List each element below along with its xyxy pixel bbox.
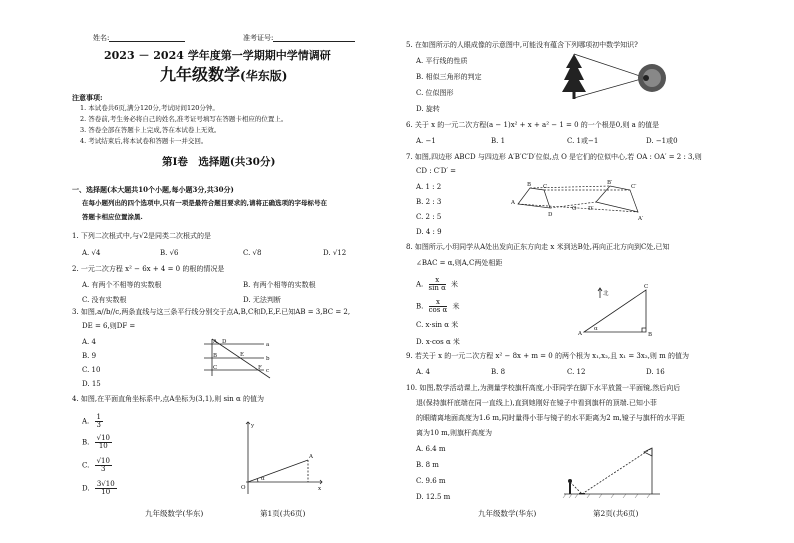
- q3-label-b-point: B: [213, 353, 218, 359]
- q3-label-line-c: c: [266, 368, 270, 374]
- q3-label-line-a: a: [266, 342, 270, 348]
- q3-stem: 3. 如图,a//b//c,两条直线与这三条平行线分别交于点A,B,C和D,E,F.已知AB = 3,BC = 2,: [72, 308, 351, 316]
- notes-heading: 注意事项:: [72, 93, 103, 102]
- q4-x-axis-label: x: [318, 486, 322, 492]
- q10-option-a: A. 6.4 m: [416, 445, 446, 453]
- q8-option-b: B. $\frac{x}{\text{cos α}}$ 米: [416, 298, 460, 314]
- q3-label-a-point: A: [213, 339, 217, 345]
- q1-option-c: C. √8: [243, 249, 262, 257]
- q9-stem: 9. 若关于 x 的一元二次方程 x² − 8x + m = 0 的两个根为 x₁,x₂,且 x₁ = 3x₂,则 m 的值为: [406, 352, 689, 360]
- q6-option-b: B. 1: [491, 137, 506, 145]
- q1-option-a: A. √4: [82, 249, 101, 257]
- footer-left-page: 第1页(共6页): [260, 509, 306, 518]
- part1-heading: 第Ⅰ卷 选择题(共30分): [162, 156, 276, 168]
- q6-option-a: A. −1: [416, 137, 436, 145]
- q3-option-d: D. 15: [82, 380, 101, 388]
- q10-stem: 10. 如图,数学活动课上,为测量学校旗杆高度,小菲同学在脚下水平放置一平面镜,然后向后: [406, 384, 681, 392]
- note-item: 2. 答卷前,考生务必将自己的姓名,准考证号填写在答题卡相应的位置上。: [80, 115, 288, 123]
- q3-label-f-point: F: [258, 365, 262, 371]
- footer-right-name: 九年级数学(华东): [478, 509, 537, 518]
- q7-label-d-prime: D′: [588, 206, 594, 212]
- q7-label-b-prime: B′: [607, 180, 613, 186]
- q5-eye-imaging-figure: [560, 50, 670, 106]
- q4-option-d: D. $\frac{3√10}{10}$: [82, 480, 115, 496]
- q7-label-c-prime: C′: [631, 184, 637, 190]
- q7-option-d: D. 4 : 9: [416, 228, 442, 236]
- footer-right-page: 第2页(共6页): [593, 509, 639, 518]
- note-item: 3. 答卷全部在答题卡上完成,答在本试卷上无效。: [80, 126, 221, 134]
- q3-label-line-b: b: [266, 356, 270, 362]
- q7-label-d: D: [548, 212, 553, 218]
- q6-option-d: D. −1或0: [646, 137, 678, 145]
- q4-alpha-label: α: [261, 476, 265, 482]
- q8-point-a-label: A: [578, 331, 582, 337]
- q7-option-b: B. 2 : 3: [416, 198, 442, 206]
- q4-coordinate-figure: [226, 418, 326, 500]
- q2-option-d: D. 无法判断: [243, 296, 281, 304]
- q4-origin-label: O: [241, 485, 246, 491]
- q8-right-triangle-figure: [580, 284, 660, 340]
- footer-left-name: 九年级数学(华东): [145, 509, 204, 518]
- q7-label-a-prime: A′: [638, 216, 644, 222]
- q5-option-c: C. 位似图形: [416, 89, 454, 97]
- q5-option-d: D. 旋转: [416, 105, 440, 113]
- q2-option-c: C. 没有实数根: [82, 296, 127, 304]
- q8-stem: ∠BAC = α,则A,C两处相距: [416, 259, 503, 267]
- q8-option-d: D. x·cos α 米: [416, 338, 460, 346]
- q9-option-c: C. 12: [567, 368, 586, 376]
- note-item: 4. 考试结束后,将本试卷和答题卡一并交回。: [80, 137, 208, 145]
- exam-title: 2023 － 2024 学年度第一学期期中学情调研: [104, 49, 331, 62]
- q10-option-b: B. 8 m: [416, 461, 439, 469]
- q5-option-b: B. 相似三角形的判定: [416, 73, 482, 81]
- q3-option-a: A. 4: [82, 338, 96, 346]
- q3-option-b: B. 9: [82, 352, 97, 360]
- q3-label-c-point: C: [213, 365, 218, 371]
- q8-option-a: A. $\frac{x}{\text{sin α}}$ 米: [416, 276, 459, 292]
- q7-stem: CD : C′D′ =: [416, 167, 457, 175]
- q9-option-d: D. 16: [646, 368, 665, 376]
- q6-stem: 6. 关于 x 的一元二次方程(a − 1)x² + x + a² − 1 = 0 的一个根是0,则 a 的值是: [406, 121, 660, 129]
- q4-y-axis-label: y: [251, 423, 255, 429]
- q3-stem: DE = 6,则DF =: [82, 322, 136, 330]
- q8-stem: 8. 如图所示,小玥同学从A处出发向正东方向走 x 米到达B处,再向正北方向到C处,已知: [406, 243, 670, 251]
- q8-point-c-label: C: [644, 284, 649, 290]
- name-field: 姓名:: [93, 34, 185, 42]
- q10-stem: 退(保持旗杆底端在同一直线上),直到她刚好在镜子中看到旗杆的顶端.已知小菲: [416, 399, 657, 407]
- q7-option-a: A. 1 : 2: [416, 183, 442, 191]
- q1-option-b: B. √6: [160, 249, 179, 257]
- q8-point-b-label: B: [648, 332, 653, 338]
- q8-north-label: 北: [603, 291, 609, 297]
- note-item: 1. 本试卷共6页,满分120分,考试时间120分钟。: [80, 104, 219, 112]
- q7-homothety-figure: [510, 180, 650, 224]
- q4-point-a-label: A: [309, 454, 313, 460]
- q10-option-c: C. 9.6 m: [416, 477, 446, 485]
- q8-option-c: C. x·sin α 米: [416, 321, 459, 329]
- q3-label-d-point: D: [222, 339, 227, 345]
- q8-alpha-label: α: [594, 326, 598, 332]
- section-instruction: 在每小题列出的四个选项中,只有一项是最符合题目要求的,请将正确选项的字母标号在: [82, 199, 328, 207]
- q5-stem: 5. 在如图所示的人眼成像的示意图中,可能没有蕴含下列哪项初中数学知识?: [406, 41, 638, 49]
- q10-stem: 离为10 m,则旗杆高度为: [416, 429, 492, 437]
- q9-option-a: A. 4: [416, 368, 430, 376]
- q10-flagpole-figure: [560, 442, 664, 502]
- q3-label-e-point: E: [240, 352, 245, 358]
- q4-option-b: B. $\frac{√10}{10}$: [82, 434, 110, 450]
- q1-stem: 1. 下列二次根式中,与√2是同类二次根式的是: [72, 232, 212, 240]
- q7-label-c: C: [543, 184, 548, 190]
- q3-option-c: C. 10: [82, 366, 101, 374]
- section-heading: 一、选择题(本大题共10个小题,每小题3分,共30分): [72, 185, 234, 194]
- q9-option-b: B. 8: [491, 368, 506, 376]
- q4-stem: 4. 如图,在平面直角坐标系中,点A坐标为(3,1),则 sin α 的值为: [72, 395, 264, 403]
- section-instruction: 答题卡相应位置涂黑.: [82, 213, 143, 221]
- q7-stem: 7. 如图,四边形 ABCD 与四边形 A′B′C′D′位似,点 O 是它们的位似中心,若 OA : OA′ = 2 : 3,则: [406, 153, 702, 161]
- q2-option-a: A. 有两个不相等的实数根: [82, 281, 162, 289]
- q7-label-o: O: [572, 206, 577, 212]
- q10-stem: 的眼睛离地面高度为1.6 m,同时量得小菲与镜子的水平距离为2 m,镜子与旗杆的水平距: [416, 414, 685, 422]
- q5-option-a: A. 平行线的性质: [416, 57, 468, 65]
- exam-subtitle: 九年级数学(华东版): [160, 65, 288, 84]
- exam-number-field: 准考证号:: [243, 34, 355, 42]
- q4-option-a: A. $\frac{1}{3}$: [82, 413, 101, 429]
- q1-option-d: D. √12: [323, 249, 347, 257]
- q2-option-b: B. 有两个相等的实数根: [243, 281, 316, 289]
- q7-option-c: C. 2 : 5: [416, 213, 442, 221]
- q2-stem: 2. 一元二次方程 x² − 6x + 4 = 0 的根的情况是: [72, 265, 225, 273]
- q6-option-c: C. 1或−1: [567, 137, 599, 145]
- q7-label-a: A: [511, 200, 515, 206]
- q10-option-d: D. 12.5 m: [416, 493, 451, 501]
- q7-label-b: B: [527, 182, 532, 188]
- q4-option-c: C. $\frac{√10}{3}$: [82, 457, 110, 473]
- q3-parallel-lines-figure: [200, 336, 280, 382]
